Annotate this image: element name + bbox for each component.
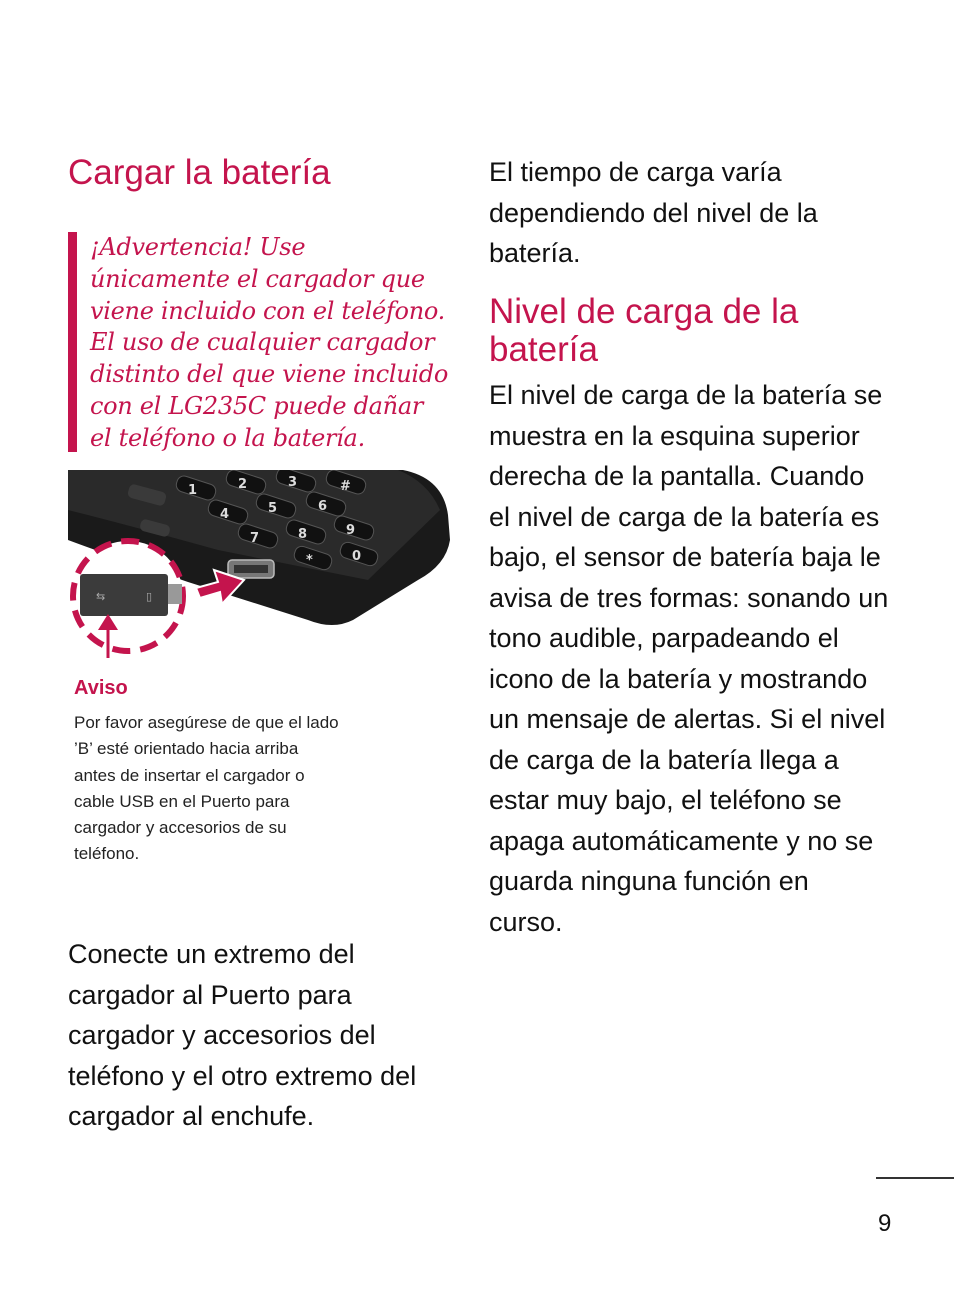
section-title-battery-level: Nivel de carga de la batería bbox=[489, 292, 799, 369]
key-label: 2 bbox=[238, 477, 248, 492]
key-label: 6 bbox=[318, 499, 328, 514]
usb-connector bbox=[80, 574, 168, 616]
svg-text:▯: ▯ bbox=[146, 590, 153, 603]
charging-instructions: Conecte un extremo del cargador al Puerto para cargador y accesorios del teléfono y el otro extremo del cargador al enchufe. bbox=[68, 939, 417, 1131]
note-text: Por favor asegúrese de que el lado ’B’ esté orientado hacia arriba antes de insertar el cargador o cable USB en el Puerto para cargador y accesorios de su teléfono. bbox=[74, 713, 339, 864]
section-title-charge-battery: Cargar la batería bbox=[68, 153, 331, 192]
key-label: * bbox=[306, 553, 313, 568]
key-label: 8 bbox=[298, 527, 308, 542]
key-label: 5 bbox=[268, 501, 278, 516]
svg-text:⇆: ⇆ bbox=[96, 590, 106, 603]
key-label: 9 bbox=[346, 523, 356, 538]
key-label: # bbox=[340, 479, 351, 494]
page-number: 9 bbox=[878, 1210, 892, 1237]
phone-charging-port-illustration bbox=[68, 470, 450, 665]
note-title: Aviso bbox=[74, 677, 128, 699]
key-label: 7 bbox=[250, 531, 260, 546]
key-label: 4 bbox=[220, 507, 230, 522]
key-label: 0 bbox=[352, 549, 362, 564]
warning-text: ¡Advertencia! Use únicamente el cargador que viene incluido con el teléfono. El uso de cualquier cargador distinto del que viene incluido con el LG235C puede dañar el teléfono o la batería. bbox=[90, 233, 449, 452]
warning-accent-bar bbox=[68, 232, 77, 452]
key-label: 3 bbox=[288, 475, 298, 490]
page-number-rule bbox=[876, 1177, 954, 1179]
battery-level-text: El nivel de carga de la batería se muestra en la esquina superior derecha de la pantalla. Cuando el nivel de carga de la batería es bajo, el sensor de batería baja le avisa de tres formas: sonando un tono audible, parpadeando el icono de la batería y mostrando un mensaje de alertas. Si el nivel de carga de la batería llega a estar muy bajo, el teléfono se apaga automáticamente y no se guarda ninguna función en curso. bbox=[489, 380, 889, 937]
key-label: 1 bbox=[188, 483, 198, 498]
charge-time-text: El tiempo de carga varía dependiendo del nivel de la batería. bbox=[489, 157, 818, 268]
